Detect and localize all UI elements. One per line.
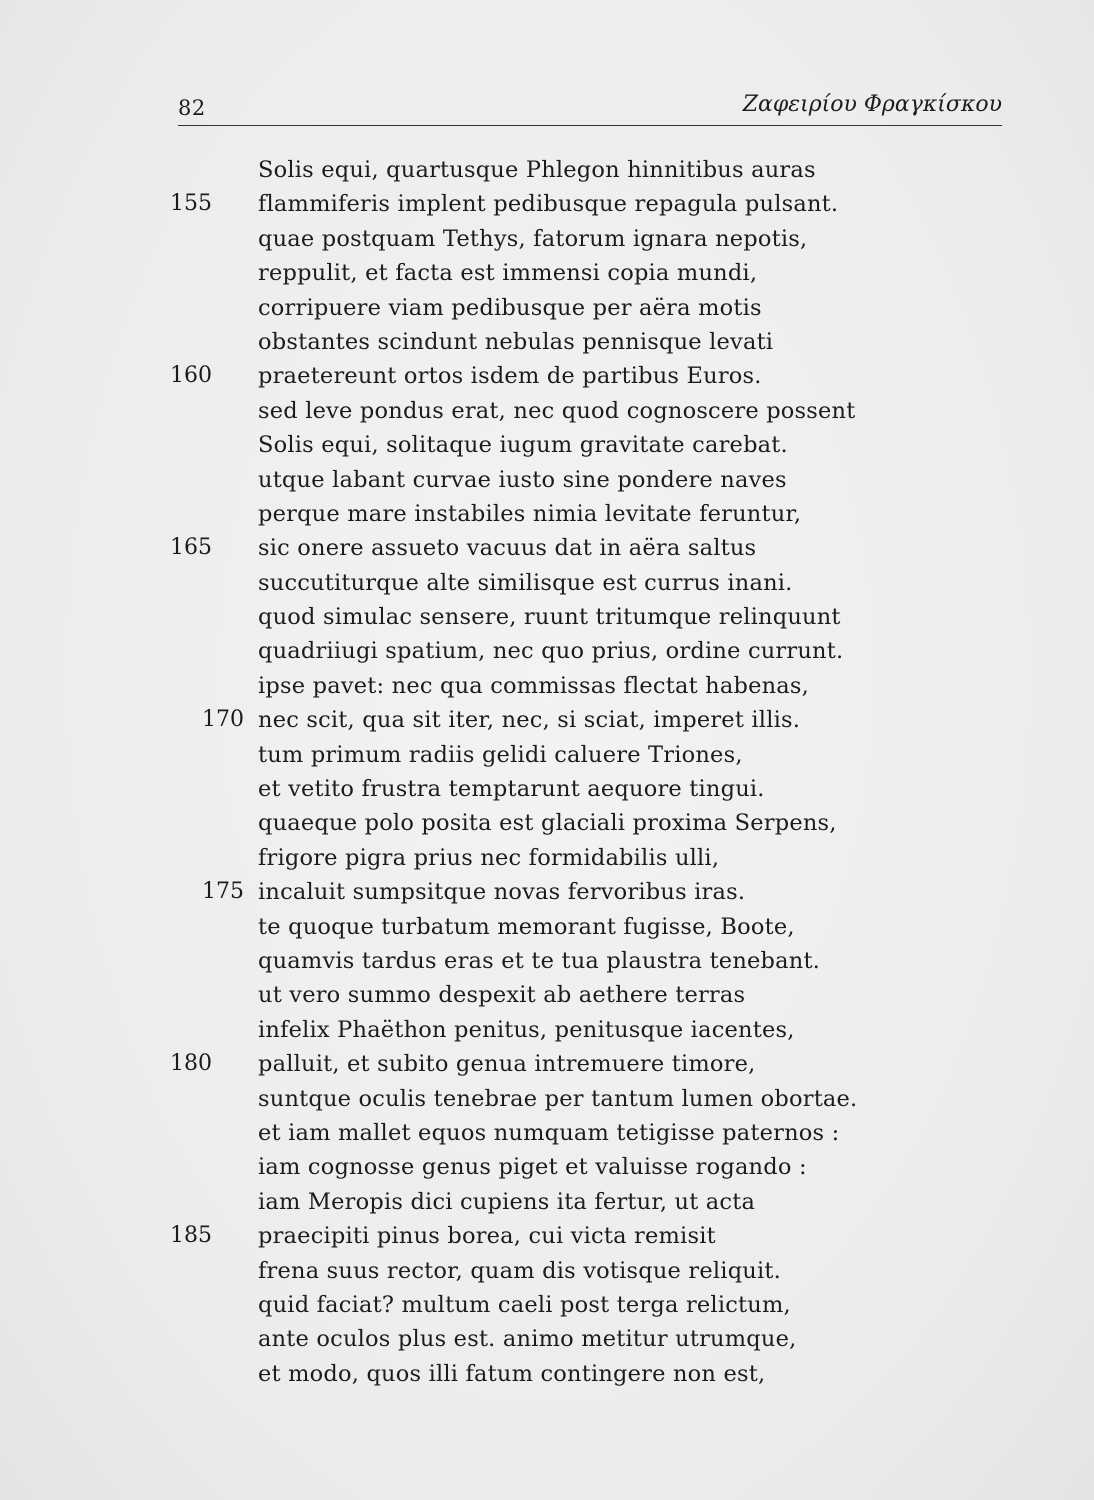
verse-text: et vetito frustra temptarunt aequore tingui. bbox=[258, 776, 765, 803]
verse-text: palluit, et subito genua intremuere timore, bbox=[258, 1051, 756, 1078]
verse-text: quamvis tardus eras et te tua plaustra tenebant. bbox=[258, 947, 821, 974]
verse-text: praecipiti pinus borea, cui victa remisit bbox=[258, 1223, 716, 1250]
verse-text: succutiturque alte similisque est currus inani. bbox=[258, 569, 793, 596]
verse-text: frena suus rector, quam dis votisque reliquit. bbox=[258, 1257, 781, 1284]
verse-line bbox=[170, 1013, 970, 1047]
running-title: Ζαφειρίου Φραγκίσκου bbox=[742, 92, 1002, 117]
verse-line bbox=[170, 394, 970, 428]
verse-line bbox=[170, 1185, 970, 1219]
verse-line bbox=[170, 600, 970, 634]
verse-text: sic onere assueto vacuus dat in aëra saltus bbox=[258, 535, 757, 562]
line-number: 165 bbox=[170, 535, 212, 561]
verse-line bbox=[170, 772, 970, 806]
verse-text: reppulit, et facta est immensi copia mundi, bbox=[258, 260, 758, 287]
verse-text: perque mare instabiles nimia levitate feruntur, bbox=[258, 500, 802, 527]
verse-line bbox=[170, 291, 970, 325]
verse-line bbox=[170, 944, 970, 978]
verse-text: ut vero summo despexit ab aethere terras bbox=[258, 982, 746, 1009]
verse-text: tum primum radiis gelidi caluere Triones, bbox=[258, 741, 743, 768]
verse-line bbox=[170, 875, 970, 909]
verse-text: praetereunt ortos isdem de partibus Euros. bbox=[258, 363, 762, 390]
verse-line bbox=[170, 256, 970, 290]
verse-line bbox=[170, 806, 970, 840]
verse-line bbox=[170, 1082, 970, 1116]
verse-line bbox=[170, 1219, 970, 1253]
verse-text: te quoque turbatum memorant fugisse, Boote, bbox=[258, 913, 795, 940]
page-header bbox=[178, 92, 1002, 126]
verse-text: et iam mallet equos numquam tetigisse paternos : bbox=[258, 1119, 840, 1146]
verse-text: sed leve pondus erat, nec quod cognoscere possent bbox=[258, 397, 856, 424]
verse-line bbox=[170, 1288, 970, 1322]
verse-line bbox=[170, 325, 970, 359]
verse-text: et modo, quos illi fatum contingere non est, bbox=[258, 1360, 766, 1387]
verse-line bbox=[170, 1254, 970, 1288]
verse-text: ipse pavet: nec qua commissas flectat habenas, bbox=[258, 672, 809, 699]
verse-line bbox=[170, 634, 970, 668]
verse-line bbox=[170, 1047, 970, 1081]
line-number: 160 bbox=[170, 363, 212, 389]
verse-text: obstantes scindunt nebulas pennisque levati bbox=[258, 328, 774, 355]
verse-text: quid faciat? multum caeli post terga relictum, bbox=[258, 1291, 791, 1318]
verse-text: frigore pigra prius nec formidabilis ulli, bbox=[258, 844, 720, 871]
verse-line bbox=[170, 1116, 970, 1150]
verse-text: infelix Phaëthon penitus, penitusque iacentes, bbox=[258, 1016, 795, 1043]
verse-text: suntque oculis tenebrae per tantum lumen obortae. bbox=[258, 1085, 858, 1112]
verse-line bbox=[170, 566, 970, 600]
verse-text: Solis equi, quartusque Phlegon hinnitibus auras bbox=[258, 157, 816, 183]
verse-text: quaeque polo posita est glaciali proxima Serpens, bbox=[258, 810, 837, 837]
verse-text: Solis equi, solitaque iugum gravitate carebat. bbox=[258, 432, 788, 459]
verse-line bbox=[170, 531, 970, 565]
verse-text: quadriiugi spatium, nec quo prius, ordine currunt. bbox=[258, 638, 844, 665]
verse-text: quae postquam Tethys, fatorum ignara nepotis, bbox=[258, 225, 808, 252]
verse-text: incaluit sumpsitque novas fervoribus iras. bbox=[258, 879, 746, 906]
line-number: 175 bbox=[202, 879, 244, 905]
verse-line bbox=[170, 463, 970, 497]
verse-text: corripuere viam pedibusque per aëra motis bbox=[258, 294, 762, 321]
verse-line bbox=[170, 1322, 970, 1356]
page-number: 82 bbox=[178, 96, 206, 120]
verse-block bbox=[170, 153, 970, 1391]
verse-text: utque labant curvae iusto sine pondere naves bbox=[258, 466, 787, 493]
verse-text: iam cognosse genus piget et valuisse rogando : bbox=[258, 1154, 807, 1181]
verse-line bbox=[170, 1150, 970, 1184]
verse-text: ante oculos plus est. animo metitur utrumque, bbox=[258, 1326, 797, 1353]
line-number: 155 bbox=[170, 191, 212, 217]
verse-line bbox=[170, 1357, 970, 1391]
verse-line bbox=[170, 359, 970, 393]
verse-line bbox=[170, 497, 970, 531]
verse-line bbox=[170, 841, 970, 875]
line-number: 185 bbox=[170, 1223, 212, 1249]
verse-line bbox=[170, 428, 970, 462]
verse-line bbox=[170, 738, 970, 772]
header-rule bbox=[178, 125, 1002, 126]
verse-line bbox=[170, 703, 970, 737]
verse-text: quod simulac sensere, ruunt tritumque relinquunt bbox=[258, 604, 841, 631]
verse-line bbox=[170, 153, 970, 187]
verse-line bbox=[170, 669, 970, 703]
verse-text: flammiferis implent pedibusque repagula pulsant. bbox=[258, 191, 839, 218]
line-number: 170 bbox=[202, 707, 244, 733]
verse-line bbox=[170, 978, 970, 1012]
line-number: 180 bbox=[170, 1051, 212, 1077]
verse-line bbox=[170, 910, 970, 944]
verse-text: iam Meropis dici cupiens ita fertur, ut acta bbox=[258, 1188, 756, 1215]
verse-text: nec scit, qua sit iter, nec, si sciat, imperet illis. bbox=[258, 707, 801, 734]
verse-line bbox=[170, 222, 970, 256]
verse-line bbox=[170, 187, 970, 221]
